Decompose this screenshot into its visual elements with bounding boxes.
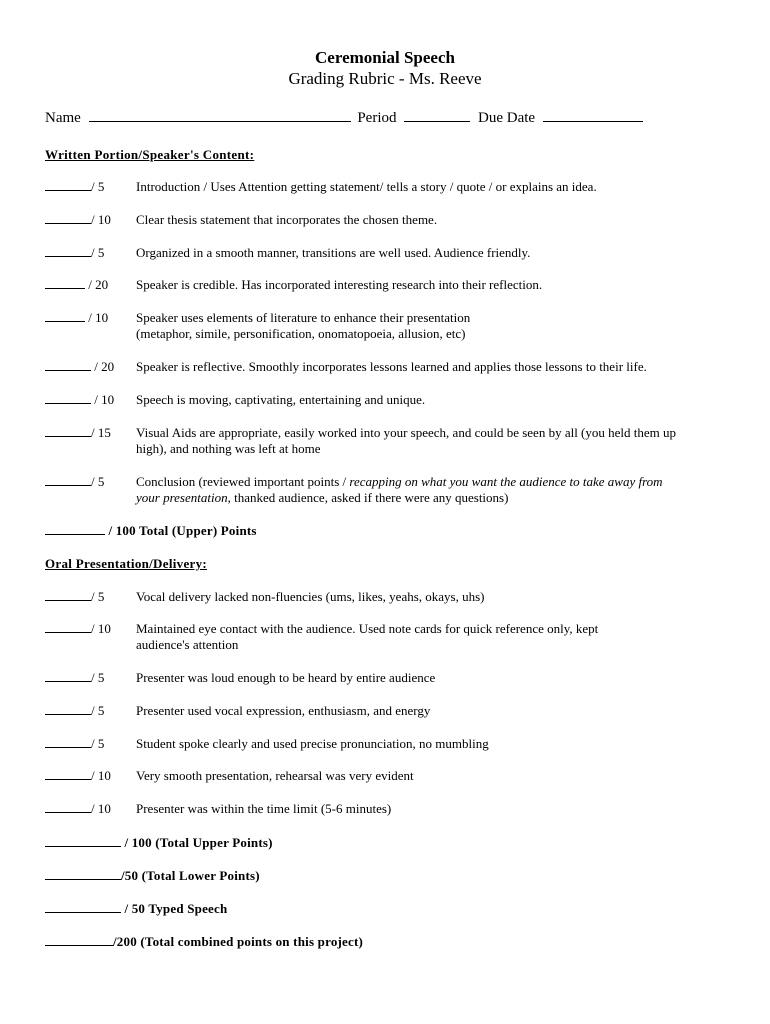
- written-total[interactable]: / 100 Total (Upper) Points: [45, 523, 257, 539]
- total-lower-points[interactable]: /50 (Total Lower Points): [45, 868, 260, 884]
- criterion-text: Vocal delivery lacked non-fluencies (ums, likes, yeahs, okays, uhs): [136, 589, 485, 604]
- criterion-text: Presenter used vocal expression, enthusiasm, and energy: [136, 703, 431, 718]
- score-field[interactable]: / 20: [45, 277, 108, 293]
- criterion-line: your presentation, thanked audience, asked if there were any questions): [136, 490, 509, 505]
- criterion-text: [136, 310, 736, 342]
- total-upper-points[interactable]: / 100 (Total Upper Points): [45, 835, 273, 851]
- oral-section-heading: Oral Presentation/Delivery:: [45, 556, 208, 571]
- score-field[interactable]: / 10: [45, 801, 111, 817]
- criterion-line: Visual Aids are appropriate, easily worked into your speech, and could be seen by all (you held them up: [136, 425, 677, 440]
- score-field[interactable]: / 15: [45, 425, 111, 441]
- due-date-label: Due Date: [478, 110, 536, 126]
- score-field[interactable]: / 5: [45, 245, 104, 261]
- criterion-text: Clear thesis statement that incorporates the chosen theme.: [136, 212, 438, 227]
- criterion-line: high), and nothing was left at home: [136, 441, 321, 456]
- score-field[interactable]: / 5: [45, 736, 104, 752]
- criterion-line: Speaker uses elements of literature to enhance their presentation: [136, 310, 471, 325]
- document-title: Ceremonial Speech: [315, 48, 455, 67]
- score-field[interactable]: / 5: [45, 703, 104, 719]
- criterion-text: Introduction / Uses Attention getting statement/ tells a story / quote / or explains an idea.: [136, 179, 597, 194]
- criterion-line: Maintained eye contact with the audience. Used note cards for quick reference only, kept: [136, 621, 599, 636]
- criterion-line: Conclusion (reviewed important points / recapping on what you want the audience to take away from: [136, 474, 663, 489]
- written-section-heading: Written Portion/Speaker's Content:: [45, 147, 255, 162]
- criterion-text: Presenter was loud enough to be heard by entire audience: [136, 670, 436, 685]
- score-field[interactable]: / 20: [45, 359, 114, 375]
- score-field[interactable]: / 5: [45, 670, 104, 686]
- criterion-text: [136, 474, 736, 506]
- student-info-line: [45, 109, 643, 127]
- score-field[interactable]: / 10: [45, 768, 111, 784]
- name-field[interactable]: [89, 109, 351, 122]
- score-field[interactable]: / 5: [45, 474, 104, 490]
- criterion-text: Presenter was within the time limit (5-6 minutes): [136, 801, 392, 816]
- name-label: Name: [45, 110, 81, 126]
- criterion-line: audience's attention: [136, 637, 239, 652]
- criterion-text: Very smooth presentation, rehearsal was very evident: [136, 768, 414, 783]
- period-field[interactable]: [404, 109, 470, 122]
- criterion-text: Student spoke clearly and used precise pronunciation, no mumbling: [136, 736, 489, 751]
- criterion-text: Speaker is credible. Has incorporated interesting research into their reflection.: [136, 277, 543, 292]
- criterion-text: Organized in a smooth manner, transitions are well used. Audience friendly.: [136, 245, 531, 260]
- due-date-field[interactable]: [543, 109, 643, 122]
- criterion-text: Speaker is reflective. Smoothly incorporates lessons learned and applies those lessons to their life.: [136, 359, 647, 374]
- score-field[interactable]: / 10: [45, 621, 111, 637]
- score-field[interactable]: / 10: [45, 392, 114, 408]
- document-subtitle: Grading Rubric - Ms. Reeve: [288, 69, 482, 88]
- score-field[interactable]: / 5: [45, 179, 104, 195]
- criterion-line: (metaphor, simile, personification, onomatopoeia, allusion, etc): [136, 326, 466, 341]
- criterion-text: [136, 425, 736, 457]
- score-field[interactable]: / 5: [45, 589, 104, 605]
- criterion-text: [136, 621, 736, 653]
- criterion-text: Speech is moving, captivating, entertaining and unique.: [136, 392, 426, 407]
- total-combined-points[interactable]: /200 (Total combined points on this project): [45, 934, 363, 950]
- period-label: Period: [357, 110, 397, 126]
- typed-speech-points[interactable]: / 50 Typed Speech: [45, 901, 227, 917]
- score-field[interactable]: / 10: [45, 212, 111, 228]
- score-field[interactable]: / 10: [45, 310, 108, 326]
